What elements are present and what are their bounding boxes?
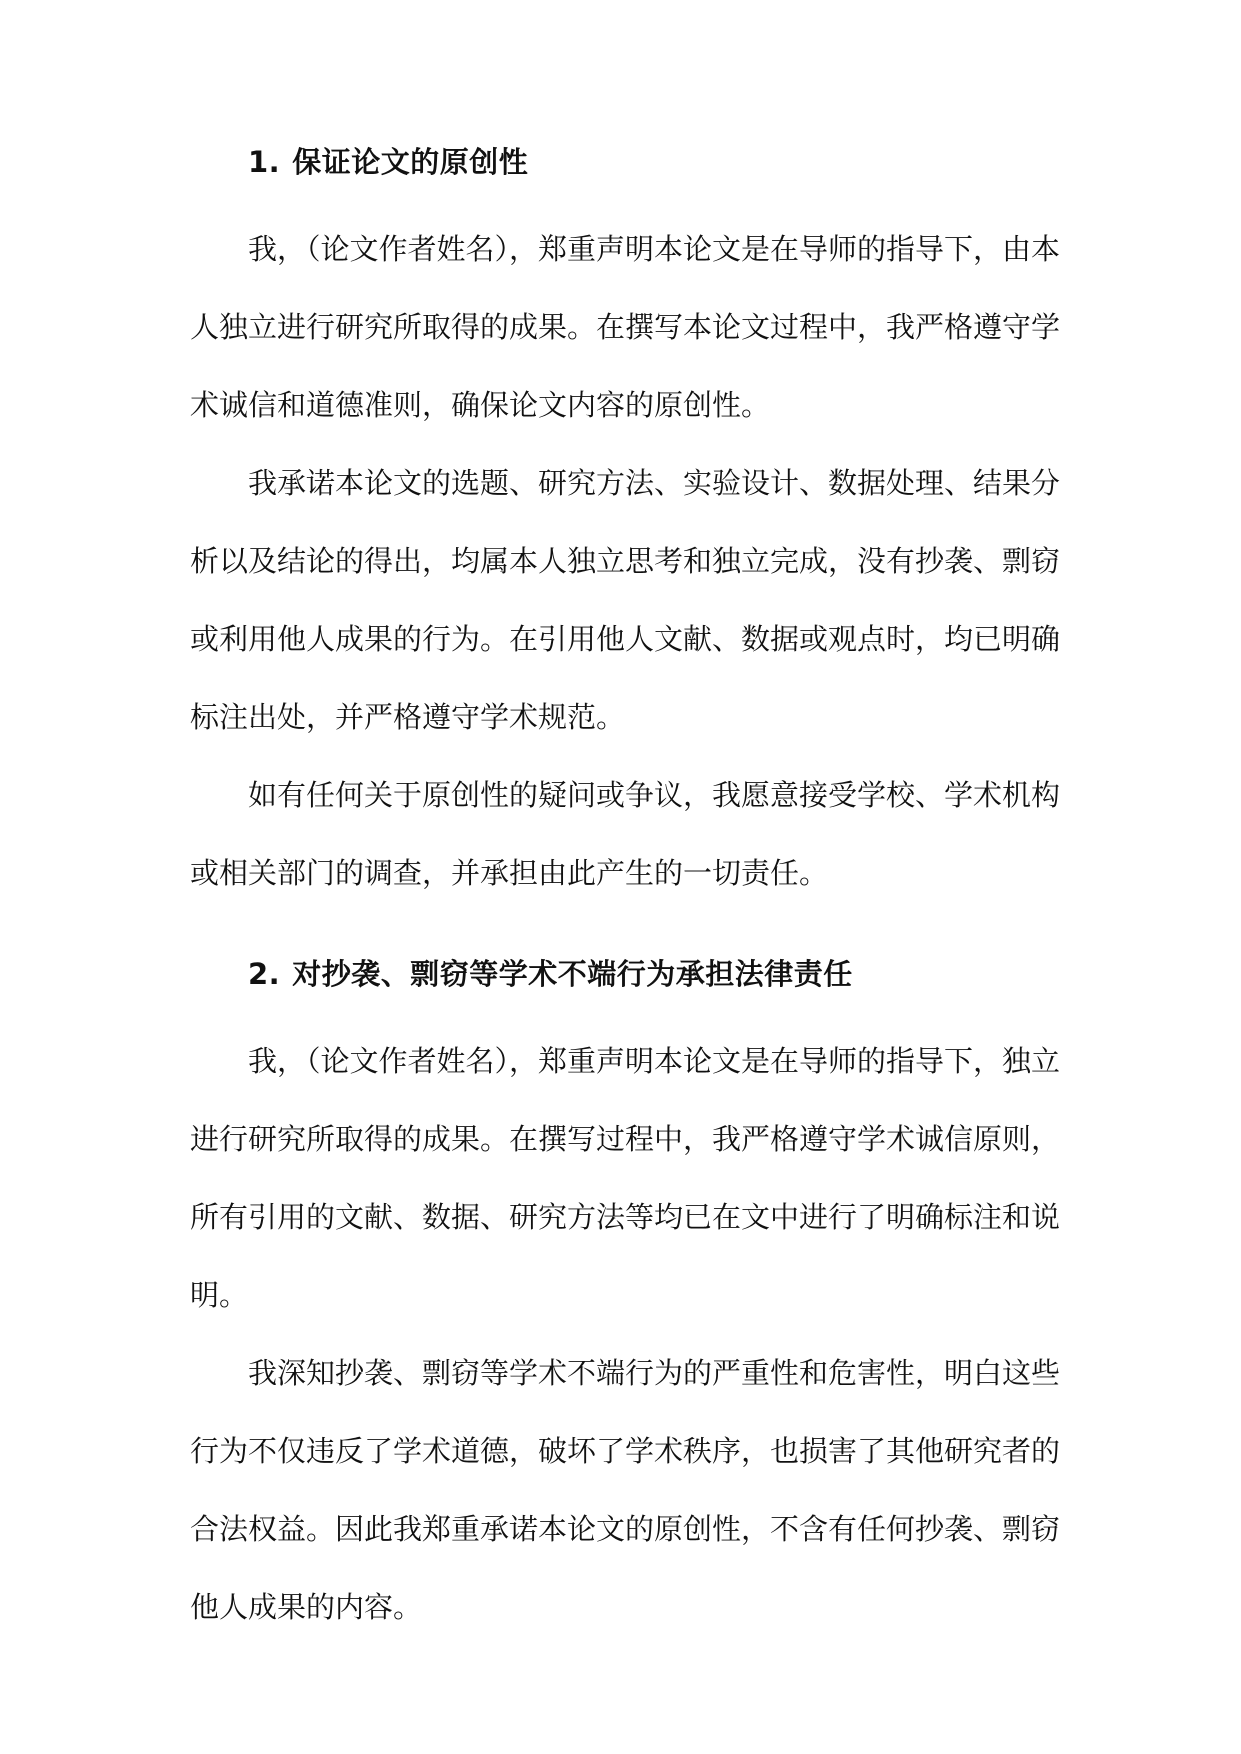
section-plagiarism bbox=[190, 952, 1060, 1646]
paragraph: 我承诺本论文的选题、研究方法、实验设计、数据处理、结果分析以及结论的得出，均属本人独立思考和独立完成，没有抄袭、剽窃或利用他人成果的行为。在引用他人文献、数据或观点时，均已明确标注出处，并严格遵守学术规范。 bbox=[190, 466, 1061, 734]
paragraph: 我，（论文作者姓名），郑重声明本论文是在导师的指导下，独立进行研究所取得的成果。在撰写过程中，我严格遵守学术诚信原则，所有引用的文献、数据、研究方法等均已在文中进行了明确标注和说明。 bbox=[190, 1044, 1061, 1312]
section-title: 对抄袭、剽窃等学术不端行为承担法律责任 bbox=[292, 957, 853, 991]
section-title: 保证论文的原创性 bbox=[292, 145, 529, 179]
document-body bbox=[190, 140, 1060, 1646]
section-number: 2. bbox=[248, 957, 281, 991]
paragraph: 我深知抄袭、剽窃等学术不端行为的严重性和危害性，明白这些行为不仅违反了学术道德，破坏了学术秩序，也损害了其他研究者的合法权益。因此我郑重承诺本论文的原创性，不含有任何抄袭、剽窃他人成果的内容。 bbox=[190, 1356, 1061, 1624]
section-heading bbox=[190, 952, 1060, 996]
section-heading bbox=[190, 140, 1060, 184]
section-number: 1. bbox=[248, 145, 281, 179]
paragraph: 如有任何关于原创性的疑问或争议，我愿意接受学校、学术机构或相关部门的调查，并承担由此产生的一切责任。 bbox=[190, 778, 1061, 890]
section-originality bbox=[190, 140, 1060, 912]
paragraph: 我，（论文作者姓名），郑重声明本论文是在导师的指导下，由本人独立进行研究所取得的成果。在撰写本论文过程中，我严格遵守学术诚信和道德准则，确保论文内容的原创性。 bbox=[190, 232, 1061, 422]
